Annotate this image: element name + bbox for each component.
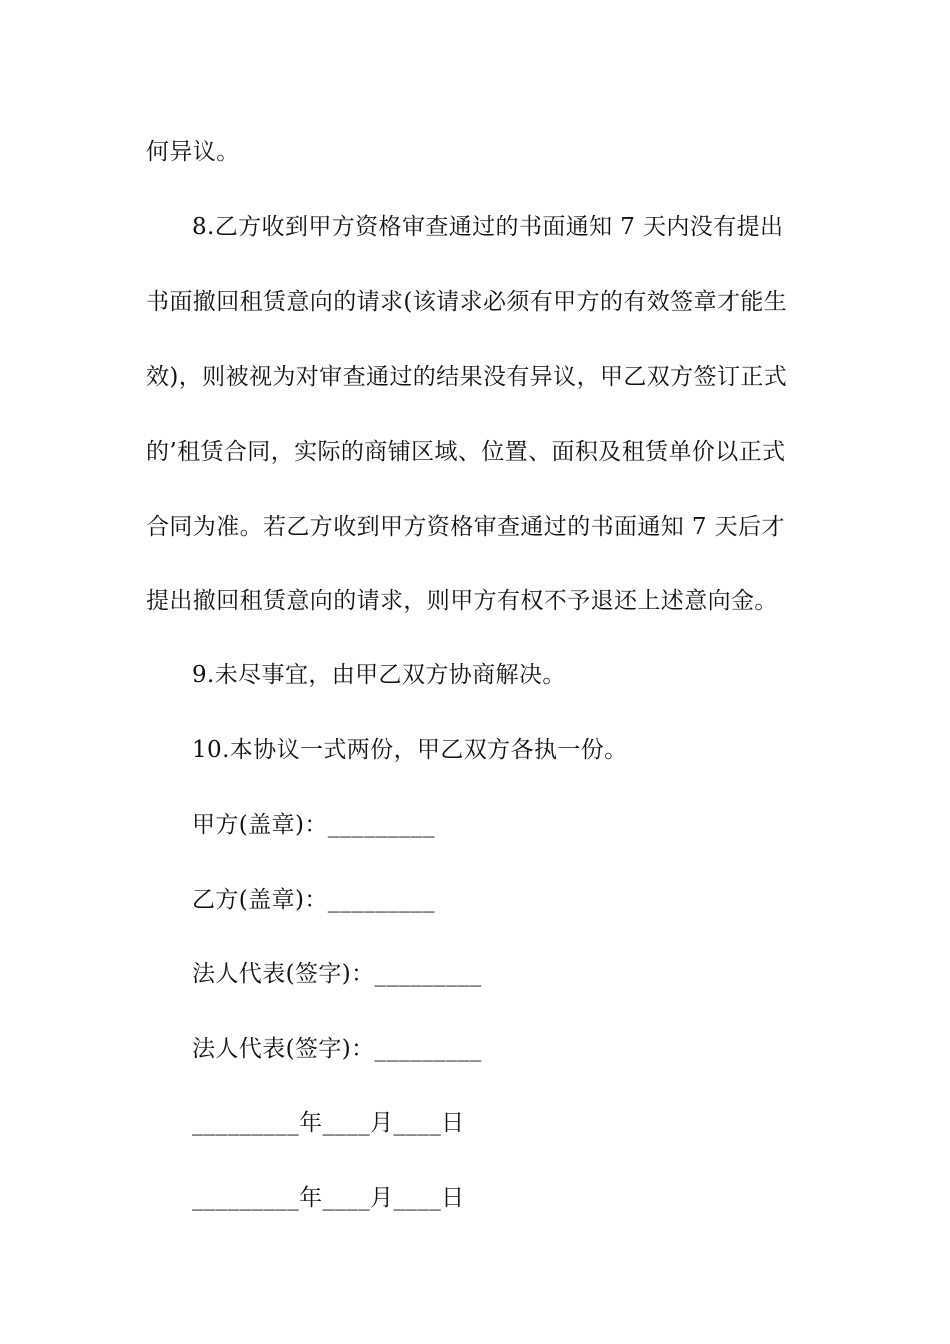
legal-rep-signature-field-2: 法人代表(签字)：_________ <box>192 1036 482 1062</box>
clause-8-line-3: 效)，则被视为对审查通过的结果没有异议，甲乙双方签订正式 <box>146 364 788 390</box>
party-a-seal-field: 甲方(盖章)：_________ <box>192 812 435 838</box>
clause-8-line-5: 合同为准。若乙方收到甲方资格审查通过的书面通知 7 天后才 <box>146 514 785 540</box>
clause-8-line-4: 的’租赁合同，实际的商铺区域、位置、面积及租赁单价以正式 <box>146 439 786 465</box>
clause-8-line-6: 提出撤回租赁意向的请求，则甲方有权不予退还上述意向金。 <box>146 588 778 614</box>
clause-7-continuation: 何异议。 <box>146 139 240 165</box>
date-field-1: _________年____月____日 <box>192 1110 465 1136</box>
clause-9: 9.未尽事宜，由甲乙双方协商解决。 <box>192 662 566 688</box>
legal-rep-signature-field-1: 法人代表(签字)：_________ <box>192 961 482 987</box>
party-b-seal-field: 乙方(盖章)：_________ <box>192 887 435 913</box>
clause-8-line-1: 8.乙方收到甲方资格审查通过的书面通知 7 天内没有提出 <box>192 214 784 240</box>
clause-8-line-2: 书面撤回租赁意向的请求(该请求必须有甲方的有效签章才能生 <box>146 289 788 315</box>
clause-10: 10.本协议一式两份，甲乙双方各执一份。 <box>192 737 628 763</box>
date-field-2: _________年____月____日 <box>192 1185 465 1211</box>
